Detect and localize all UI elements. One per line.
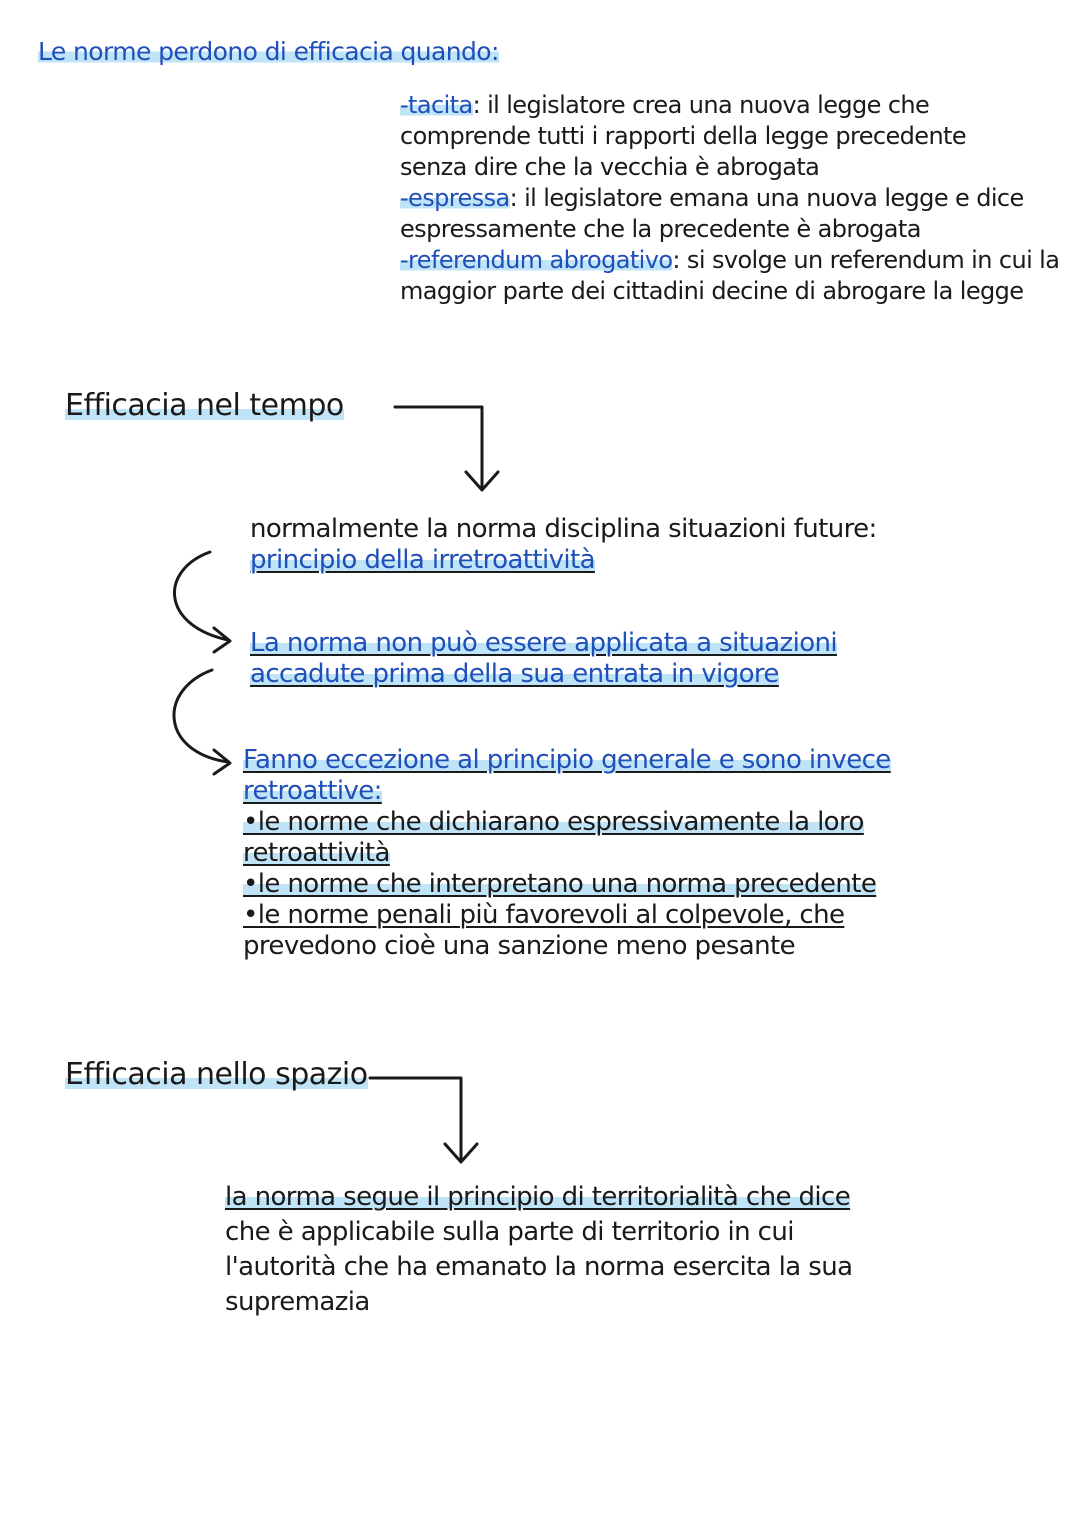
abrogation-block [400, 90, 1059, 307]
intro-heading-text: Le norme perdono di efficacia quando: [38, 37, 499, 66]
irretroattivita-principle: principio della irretroattività [250, 545, 595, 575]
bullet-line: prevedono cioè una sanzione meno pesante [243, 931, 795, 961]
bullet-text: •le norme che dichiarano espressivamente la loro [243, 807, 864, 837]
abrogation-line: senza dire che la vecchia è abrogata [400, 153, 820, 181]
section-title-tempo: Efficacia nel tempo [65, 388, 344, 423]
text-line [250, 659, 837, 690]
text-line: l'autorità che ha emanato la norma esercita la sua [225, 1252, 853, 1282]
abrogation-line [400, 183, 1059, 214]
section-title-spazio: Efficacia nello spazio [65, 1057, 368, 1092]
text-line: che è applicabile sulla parte di territorio in cui [225, 1217, 794, 1247]
espressa-label: -espressa [400, 184, 510, 212]
tempo-paragraph-1 [250, 514, 877, 576]
bullet-line [243, 900, 891, 931]
bullet-line [243, 869, 891, 900]
bullet-line [243, 838, 891, 869]
spazio-paragraph [225, 1180, 852, 1320]
abrogation-line: maggior parte dei cittadini decine di abrogare la legge [400, 277, 1024, 305]
highlighted-text: La norma non può essere applicata a situazioni [250, 628, 838, 658]
curved-arrow-icon-2 [174, 670, 230, 774]
highlighted-text: Fanno eccezione al principio generale e sono invece [243, 745, 891, 775]
curved-arrow-icon-1 [174, 552, 230, 652]
highlighted-text: la norma segue il principio di territorialità che dice [225, 1182, 851, 1212]
abrogation-line [400, 90, 1059, 121]
referendum-text: : si svolge un referendum in cui la [672, 246, 1060, 274]
arrow-right-down-icon-tempo [395, 407, 498, 490]
abrogation-line [400, 245, 1059, 276]
text-line [243, 745, 891, 776]
highlighted-text: accadute prima della sua entrata in vigore [250, 659, 779, 689]
text-line: supremazia [225, 1287, 370, 1317]
referendum-label: -referendum abrogativo [400, 246, 673, 274]
tempo-paragraph-3 [243, 745, 891, 962]
tacita-text: : il legislatore crea una nuova legge che [472, 91, 930, 119]
arrow-right-down-icon-spazio [370, 1078, 477, 1162]
text-line [225, 1180, 852, 1215]
text-line [250, 628, 837, 659]
abrogation-line: espressamente che la precedente è abrogata [400, 215, 921, 243]
text-line [250, 545, 877, 576]
text-line: normalmente la norma disciplina situazioni future: [250, 514, 877, 544]
tempo-paragraph-2 [250, 628, 837, 690]
bullet-text: •le norme che interpretano una norma precedente [243, 869, 877, 899]
espressa-text: : il legislatore emana una nuova legge e dice [509, 184, 1024, 212]
highlighted-text: retroattive: [243, 776, 382, 806]
text-line [243, 776, 891, 807]
bullet-text: retroattività [243, 838, 390, 868]
abrogation-line: comprende tutti i rapporti della legge precedente [400, 122, 967, 150]
tacita-label: -tacita [400, 91, 473, 119]
bullet-line [243, 807, 891, 838]
bullet-text: •le norme penali più favorevoli al colpevole, che [243, 900, 845, 930]
intro-heading [38, 36, 499, 67]
